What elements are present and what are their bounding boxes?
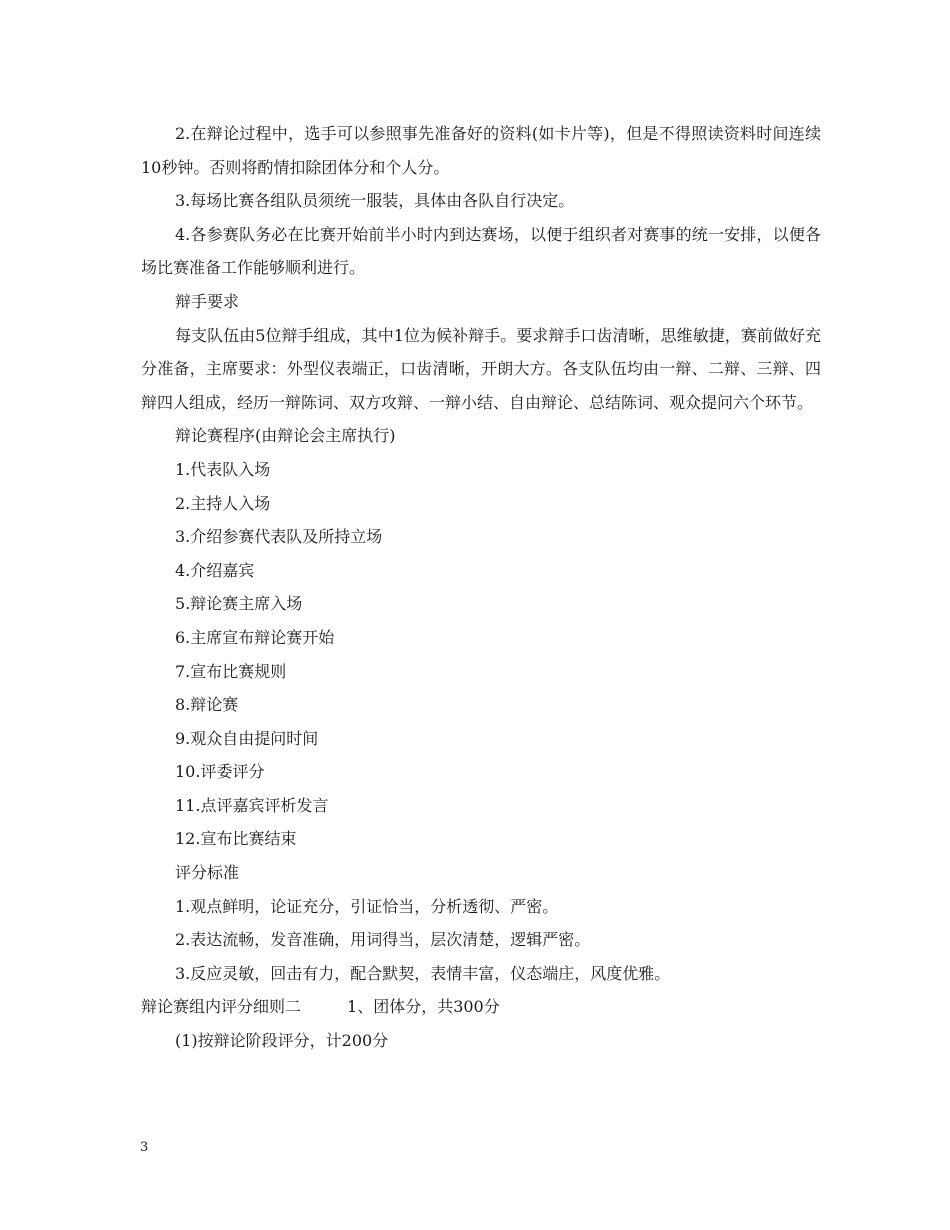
procedure-step: 7.宣布比赛规则 [175, 661, 287, 681]
procedure-step: 2.主持人入场 [175, 493, 271, 513]
procedure-step: 11.点评嘉宾评析发言 [175, 795, 329, 815]
scoring-criterion: 1.观点鲜明，论证充分，引证恰当，分析透彻、严密。 [175, 896, 559, 916]
rule-item-3: 3.每场比赛各组队员须统一服装，具体由各队自行决定。 [175, 191, 575, 211]
scoring-criterion: 2.表达流畅，发音准确，用词得当，层次清楚，逻辑严密。 [175, 930, 591, 950]
procedure-step: 8.辩论赛 [175, 695, 239, 715]
procedure-step: 4.介绍嘉宾 [175, 560, 255, 580]
procedure-step: 9.观众自由提问时间 [175, 728, 319, 748]
rule-item-4: 4.各参赛队务必在比赛开始前半小时内到达赛场，以便于组织者对赛事的统一安排，以便各场比赛准备工作能够顺利进行。 [141, 224, 821, 278]
section-two-title: 辩论赛组内评分细则二 [141, 997, 302, 1017]
stage-score: (1)按辩论阶段评分，计200分 [175, 1031, 389, 1051]
section-two-line [141, 990, 821, 1024]
procedure-step: 12.宣布比赛结束 [175, 829, 297, 849]
page-number: 3 [140, 1140, 149, 1155]
scoring-criterion: 3.反应灵敏，回击有力，配合默契，表情丰富，仪态端庄，风度优雅。 [175, 963, 671, 983]
debater-requirements-heading: 辩手要求 [175, 291, 240, 311]
procedure-step: 1.代表队入场 [175, 459, 271, 479]
debater-requirements-text: 每支队伍由5位辩手组成，其中1位为候补辩手。要求辩手口齿清晰，思维敏捷，赛前做好充分准备，主席要求：外型仪表端正，口齿清晰，开朗大方。各支队伍均由一辩、二辩、三辩、四辩四人组成，经历一辩陈词、双方攻辩、一辩小结、自由辩论、总结陈词、观众提问六个环节。 [141, 325, 821, 412]
rule-item-2: 2.在辩论过程中，选手可以参照事先准备好的资料(如卡片等)，但是不得照读资料时间连续10秒钟。否则将酌情扣除团体分和个人分。 [141, 124, 821, 177]
document-body [141, 117, 821, 1058]
team-score: 1、团体分，共300分 [347, 997, 500, 1017]
procedure-step: 5.辩论赛主席入场 [175, 594, 303, 614]
procedure-heading: 辩论赛程序(由辩论会主席执行) [175, 426, 396, 446]
procedure-step: 6.主席宣布辩论赛开始 [175, 627, 335, 647]
procedure-step: 10.评委评分 [175, 762, 265, 782]
scoring-heading: 评分标准 [175, 863, 240, 883]
procedure-step: 3.介绍参赛代表队及所持立场 [175, 527, 383, 547]
